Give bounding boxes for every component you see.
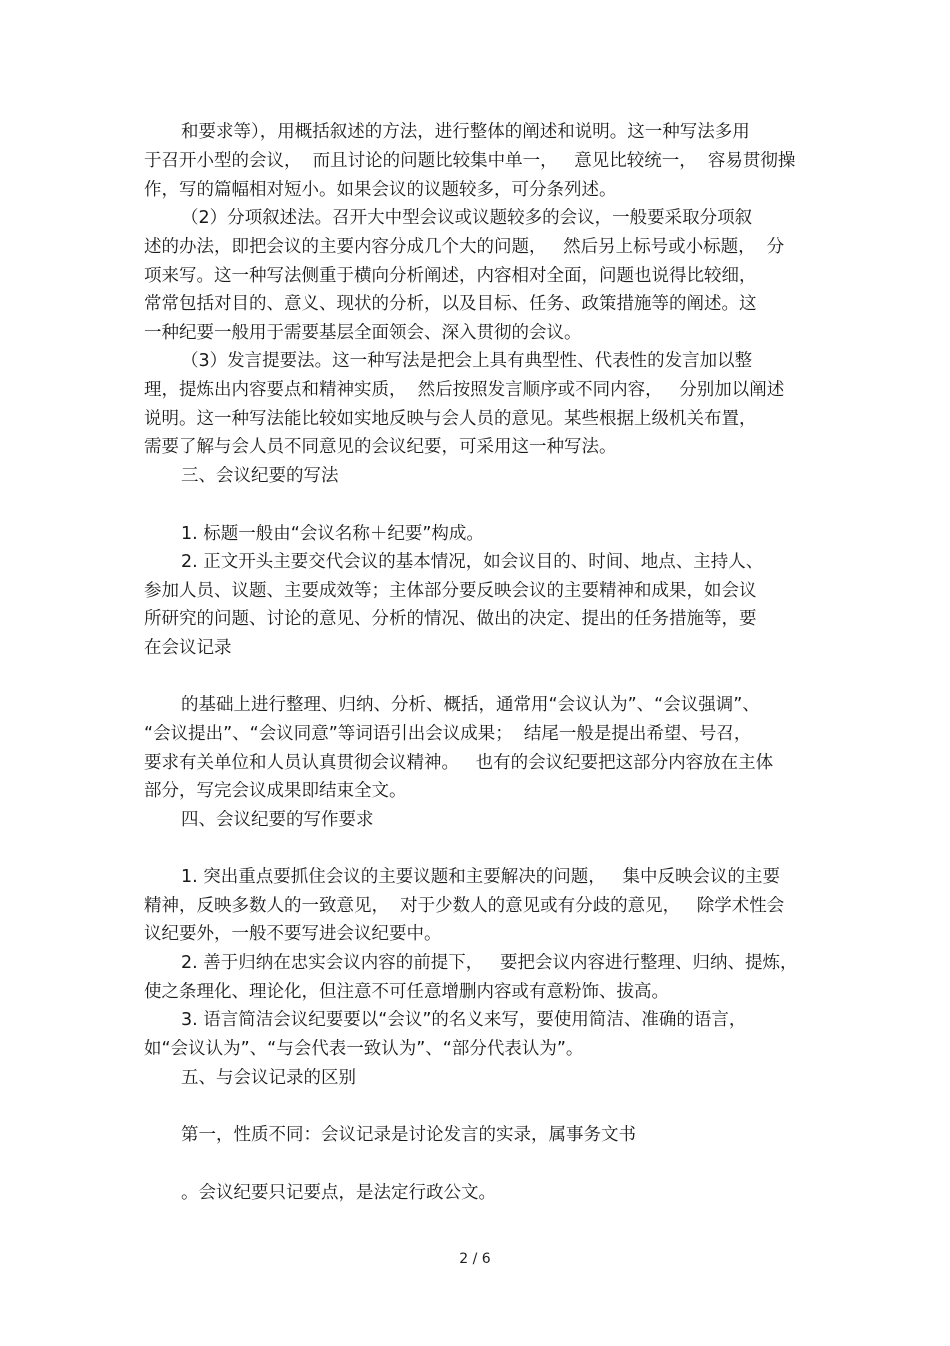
- text-line: 1. 突出重点要抓住会议的主要议题和主要解决的问题， 集中反映会议的主要: [181, 867, 780, 887]
- text-line: 需要了解与会人员不同意见的会议纪要，可采用这一种写法。: [144, 437, 617, 457]
- section-heading: 四、会议纪要的写作要求: [181, 810, 374, 830]
- page-number: 2 / 6: [459, 1251, 491, 1267]
- text-line: “会议提出”、“会议同意”等词语引出会议成果； 结尾一般是提出希望、号召，: [144, 724, 752, 744]
- text-line: 所研究的问题、讨论的意见、分析的情况、做出的决定、提出的任务措施等，要: [144, 609, 757, 629]
- section-heading: 三、会议纪要的写法: [181, 466, 339, 486]
- text-line: 使之条理化、理论化，但注意不可任意增删内容或有意粉饰、拔高。: [144, 982, 669, 1002]
- text-line: 说明。这一种写法能比较如实地反映与会人员的意见。某些根据上级机关布置，: [144, 409, 757, 429]
- text-line: 于召开小型的会议， 而且讨论的问题比较集中单一， 意见比较统一， 容易贯彻操: [144, 151, 796, 171]
- text-line: （3）发言提要法。这一种写法是把会上具有典型性、代表性的发言加以整: [181, 351, 753, 371]
- text-line: 第一，性质不同：会议记录是讨论发言的实录，属事务文书: [181, 1125, 636, 1145]
- text-line: 2. 善于归纳在忠实会议内容的前提下， 要把会议内容进行整理、归纳、提炼，: [181, 953, 798, 973]
- text-line: 作，写的篇幅相对短小。如果会议的议题较多，可分条列述。: [144, 180, 617, 200]
- text-line: 在会议记录: [144, 638, 232, 658]
- text-line: 3. 语言简洁会议纪要要以“会议”的名义来写，要使用简洁、准确的语言，: [181, 1010, 747, 1030]
- text-line: 如“会议认为”、“与会代表一致认为”、“部分代表认为”。: [144, 1039, 584, 1059]
- text-line: 精神，反映多数人的一致意见， 对于少数人的意见或有分歧的意见， 除学术性会: [144, 896, 785, 916]
- text-line: 参加人员、议题、主要成效等；主体部分要反映会议的主要精神和成果，如会议: [144, 581, 757, 601]
- text-line: 要求有关单位和人员认真贯彻会议精神。 也有的会议纪要把这部分内容放在主体: [144, 753, 774, 773]
- text-line: 2. 正文开头主要交代会议的基本情况，如会议目的、时间、地点、主持人、: [181, 552, 764, 572]
- text-line: 和要求等），用概括叙述的方法，进行整体的阐述和说明。这一种写法多用: [181, 122, 750, 142]
- text-line: 项来写。这一种写法侧重于横向分析阐述，内容相对全面，问题也说得比较细，: [144, 266, 757, 286]
- text-line: 议纪要外，一般不要写进会议纪要中。: [144, 924, 442, 944]
- text-line: 一种纪要一般用于需要基层全面领会、深入贯彻的会议。: [144, 323, 582, 343]
- section-heading: 五、与会议记录的区别: [181, 1068, 356, 1088]
- text-line: （2）分项叙述法。召开大中型会议或议题较多的会议，一般要采取分项叙: [181, 208, 753, 228]
- text-line: 的基础上进行整理、归纳、分析、概括，通常用“会议认为”、“会议强调”、: [181, 695, 760, 715]
- text-line: 。会议纪要只记要点，是法定行政公文。: [181, 1183, 496, 1203]
- text-line: 常常包括对目的、意义、现状的分析，以及目标、任务、政策措施等的阐述。这: [144, 294, 757, 314]
- text-line: 述的办法，即把会议的主要内容分成几个大的问题， 然后另上标号或小标题， 分: [144, 237, 785, 257]
- text-line: 理，提炼出内容要点和精神实质， 然后按照发言顺序或不同内容， 分别加以阐述: [144, 380, 785, 400]
- text-line: 1. 标题一般由“会议名称＋纪要”构成。: [181, 524, 484, 544]
- text-line: 部分，写完会议成果即结束全文。: [144, 781, 407, 801]
